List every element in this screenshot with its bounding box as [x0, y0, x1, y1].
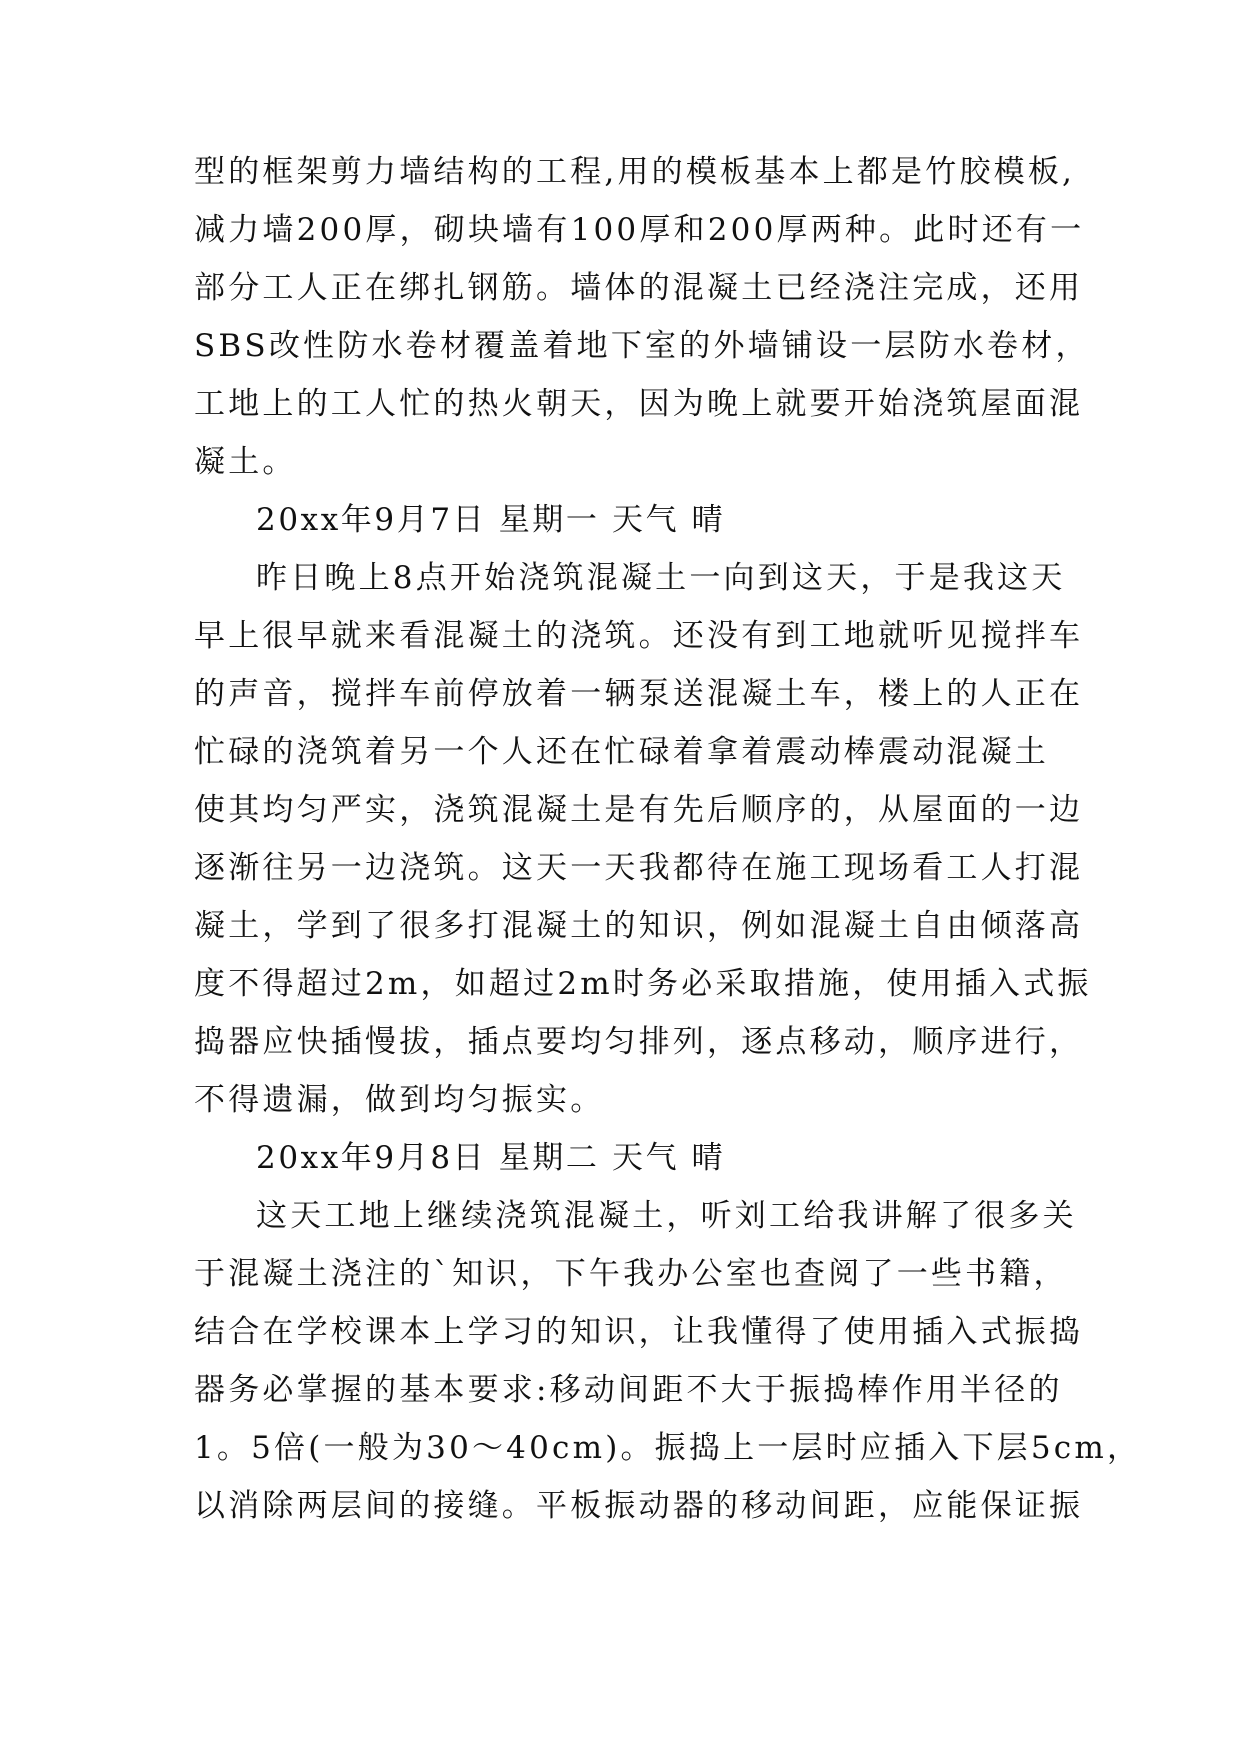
body-text-line: 忙碌的浇筑着另一个人还在忙碌着拿着震动棒震动混凝土: [194, 734, 1049, 770]
body-text-line: 1。5倍(一般为30～40cm)。振捣上一层时应插入下层5cm，: [194, 1430, 1142, 1466]
body-text-line: 结合在学校课本上学习的知识，让我懂得了使用插入式振捣: [194, 1314, 1084, 1350]
diary-date-heading: 20xx年9月8日 星期二 天气 晴: [256, 1140, 726, 1176]
body-text-line: 型的框架剪力墙结构的工程,用的模板基本上都是竹胶模板,: [194, 154, 1076, 190]
body-text-line: 部分工人正在绑扎钢筋。墙体的混凝土已经浇注完成，还用: [194, 270, 1084, 306]
body-text-line: 逐渐往另一边浇筑。这天一天我都待在施工现场看工人打混: [194, 850, 1084, 886]
body-text-line: 早上很早就来看混凝土的浇筑。还没有到工地就听见搅拌车: [194, 618, 1084, 654]
body-text-line: 凝土。: [194, 444, 297, 480]
body-text-line: 凝土，学到了很多打混凝土的知识，例如混凝土自由倾落高: [194, 908, 1084, 944]
body-text-line: 工地上的工人忙的热火朝天，因为晚上就要开始浇筑屋面混: [194, 386, 1084, 422]
body-text-line: SBS改性防水卷材覆盖着地下室的外墙铺设一层防水卷材，: [194, 328, 1090, 364]
body-text-line: 度不得超过2m，如超过2m时务必采取措施，使用插入式振: [194, 966, 1092, 1002]
body-text-line: 的声音，搅拌车前停放着一辆泵送混凝土车，楼上的人正在: [194, 676, 1084, 712]
body-text-line: 减力墙200厚，砌块墙有100厚和200厚两种。此时还有一: [194, 212, 1085, 248]
diary-date-heading: 20xx年9月7日 星期一 天气 晴: [256, 502, 726, 538]
body-text-line: 这天工地上继续浇筑混凝土，听刘工给我讲解了很多关: [256, 1198, 1077, 1234]
body-text-line: 于混凝土浇注的`知识，下午我办公室也查阅了一些书籍，: [194, 1256, 1068, 1292]
body-text-line: 不得遗漏，做到均匀振实。: [194, 1082, 605, 1118]
body-text-line: 以消除两层间的接缝。平板振动器的移动间距，应能保证振: [194, 1488, 1084, 1524]
body-text-line: 器务必掌握的基本要求:移动间距不大于振捣棒作用半径的: [194, 1372, 1063, 1408]
body-text-line: 昨日晚上8点开始浇筑混凝土一向到这天，于是我这天: [256, 560, 1066, 596]
body-text-line: 使其均匀严实，浇筑混凝土是有先后顺序的，从屋面的一边: [194, 792, 1084, 828]
body-text-line: 捣器应快插慢拔，插点要均匀排列，逐点移动，顺序进行，: [194, 1024, 1084, 1060]
